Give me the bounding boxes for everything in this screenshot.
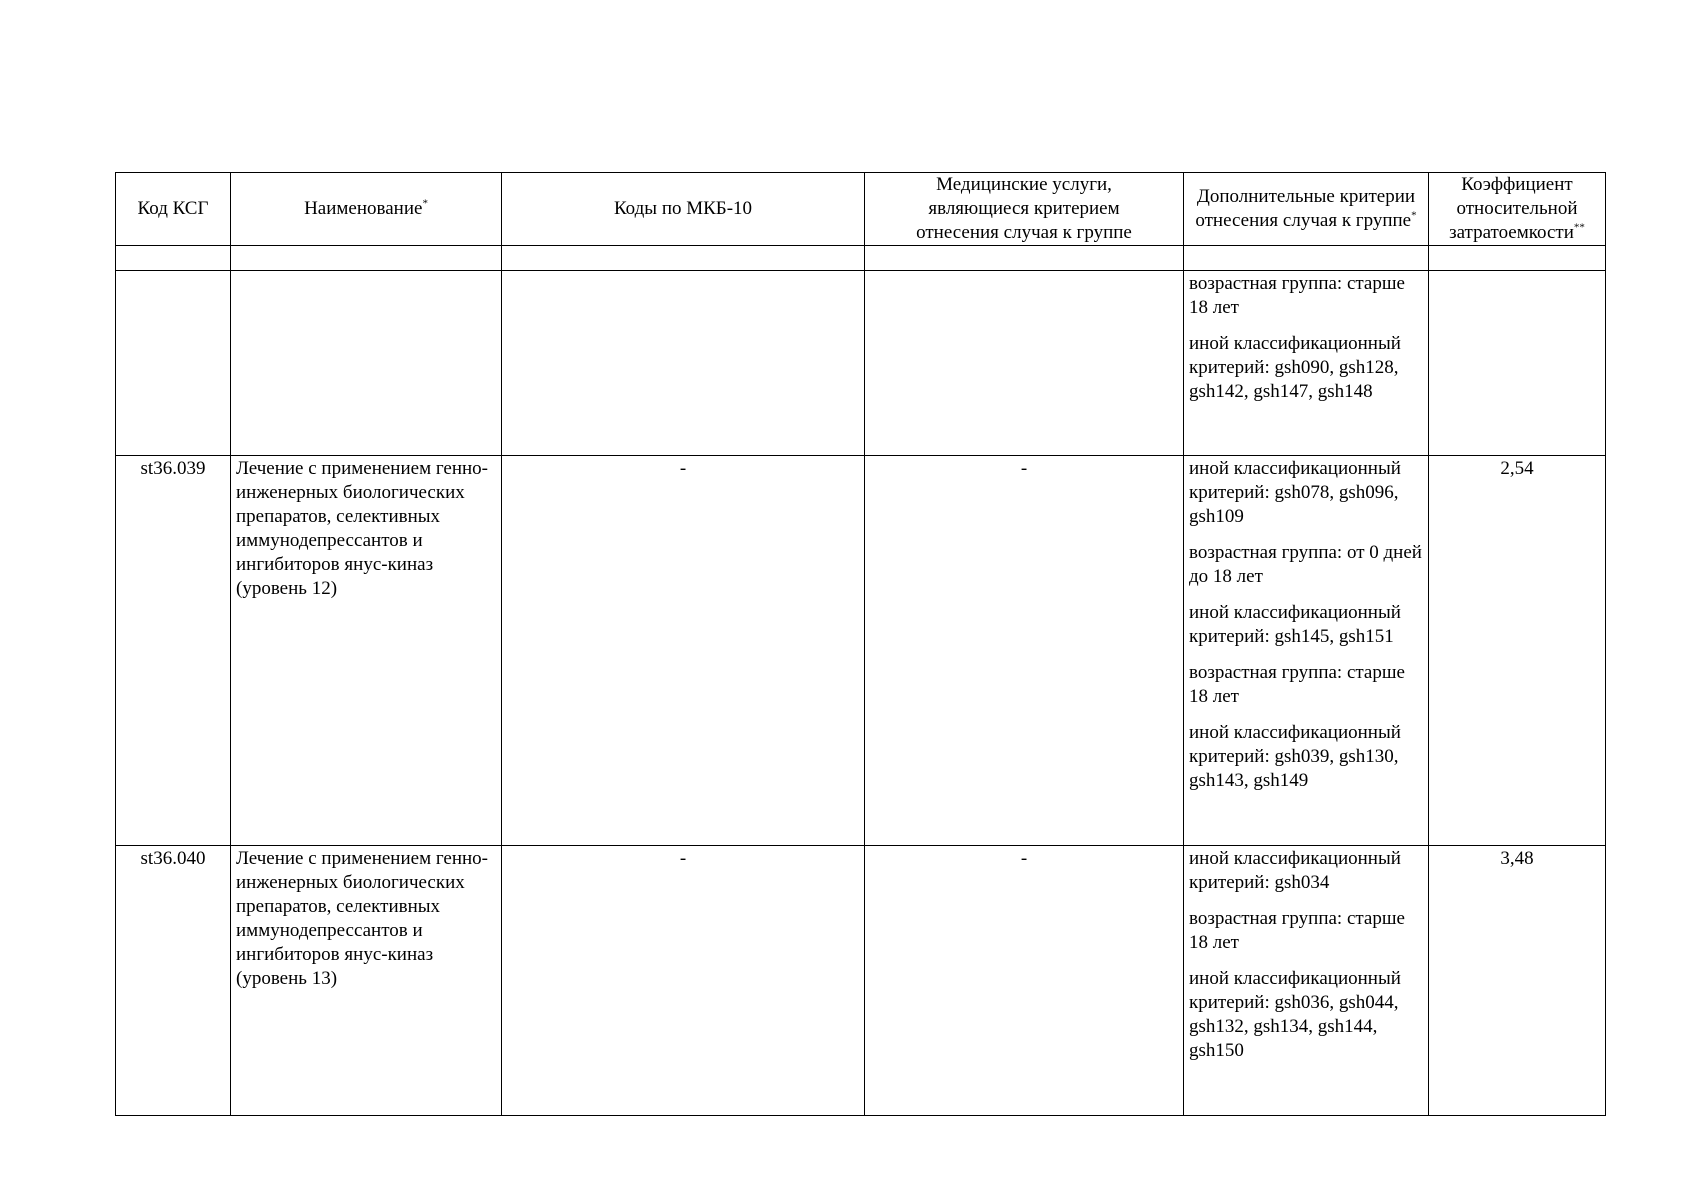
empty-cell <box>231 246 502 271</box>
criteria-item: возрастная группа: старше 18 лет <box>1189 908 1405 953</box>
empty-cell <box>865 271 1184 456</box>
header-name: Наименование* <box>231 173 502 246</box>
icd-cell: - <box>502 846 865 1116</box>
icd-cell: - <box>502 456 865 846</box>
header-services: Медицинские услуги, являющиеся критерием отнесения случая к группе <box>865 173 1184 246</box>
criteria-item: возрастная группа: старше 18 лет <box>1189 662 1405 707</box>
criteria-item: иной классификационный критерий: gsh078, gsh096, gsh109 <box>1189 458 1401 527</box>
empty-cell <box>502 246 865 271</box>
code-cell: st36.040 <box>116 846 231 1116</box>
empty-cell <box>1429 246 1606 271</box>
criteria-cell <box>1184 846 1429 1116</box>
header-criteria: Дополнительные критерии отнесения случая к группе* <box>1184 173 1429 246</box>
coef-cell: 2,54 <box>1429 456 1606 846</box>
criteria-item: иной классификационный критерий: gsh039, gsh130, gsh143, gsh149 <box>1189 722 1401 791</box>
criteria-cell <box>1184 271 1429 456</box>
criteria-item: иной классификационный критерий: gsh090, gsh128, gsh142, gsh147, gsh148 <box>1189 333 1401 402</box>
table-row-continuation <box>116 271 1606 456</box>
empty-cell <box>231 271 502 456</box>
column-number-row <box>116 246 1606 271</box>
name-cell: Лечение с применением генно-инженерных биологических препаратов, селективных иммунодепрессантов и ингибиторов янус-киназ (уровень 13) <box>231 846 502 1116</box>
footnote-mark: * <box>1411 209 1417 222</box>
table-row <box>116 846 1606 1116</box>
header-row <box>116 173 1606 246</box>
criteria-item: возрастная группа: от 0 дней до 18 лет <box>1189 542 1422 587</box>
table-row <box>116 456 1606 846</box>
header-icd: Коды по МКБ-10 <box>502 173 865 246</box>
empty-cell <box>865 246 1184 271</box>
footnote-mark: * <box>422 197 428 210</box>
empty-cell <box>1184 246 1429 271</box>
empty-cell <box>502 271 865 456</box>
empty-cell <box>116 246 231 271</box>
name-cell: Лечение с применением генно-инженерных биологических препаратов, селективных иммунодепрессантов и ингибиторов янус-киназ (уровень 12) <box>231 456 502 846</box>
ksg-table <box>115 172 1606 1116</box>
criteria-item: иной классификационный критерий: gsh036, gsh044, gsh132, gsh134, gsh144, gsh150 <box>1189 968 1401 1061</box>
criteria-item: иной классификационный критерий: gsh145, gsh151 <box>1189 602 1401 647</box>
criteria-item: иной классификационный критерий: gsh034 <box>1189 848 1401 893</box>
header-code: Код КСГ <box>116 173 231 246</box>
code-cell: st36.039 <box>116 456 231 846</box>
empty-cell <box>1429 271 1606 456</box>
services-cell: - <box>865 846 1184 1116</box>
services-cell: - <box>865 456 1184 846</box>
criteria-item: возрастная группа: старше 18 лет <box>1189 273 1405 318</box>
header-coef: Коэффициент относительной затратоемкости** <box>1429 173 1606 246</box>
coef-cell: 3,48 <box>1429 846 1606 1116</box>
criteria-cell <box>1184 456 1429 846</box>
empty-cell <box>116 271 231 456</box>
footnote-mark: ** <box>1573 221 1585 234</box>
